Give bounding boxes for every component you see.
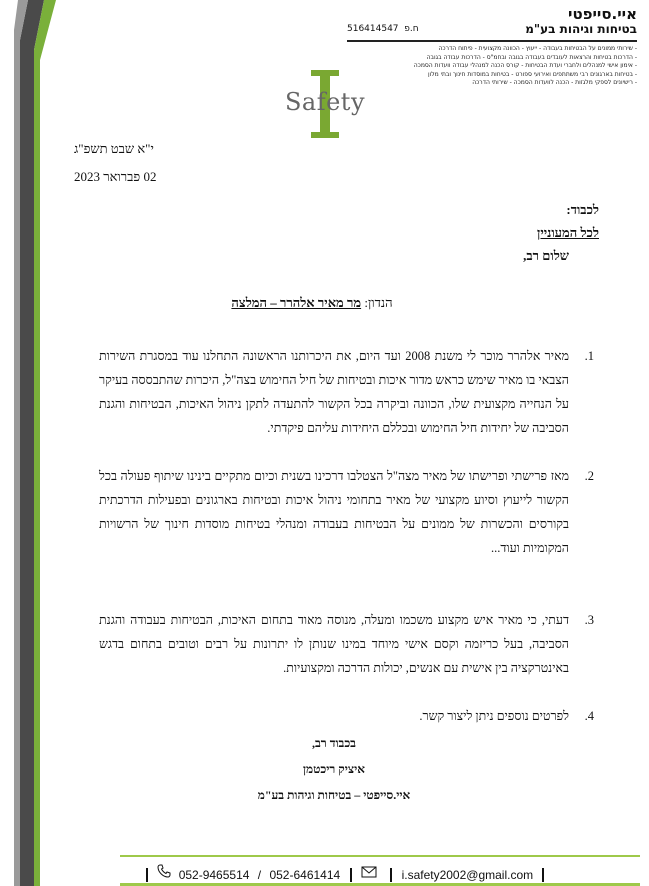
- subject-line: [60, 295, 564, 311]
- email-address[interactable]: i.safety2002@gmail.com: [401, 867, 534, 882]
- paragraph-text: מאז פרישתי ופרישתו של מאיר מצה"ל הצטלבו דרכינו בשנית וכיום מתקיים בינינו שיתוף פעולה בכל הקשור לייעוץ וסיוע מקצועי של מאיר בתחומי ניהול איכות ובטיחות בארגונים ובפעילות הדרכתית בקורסים והכשרות של ממונים על הבטיחות בעבודה ומנהלי בטיחות מוסדות חינוך של הרשויות המקומיות ועוד...: [99, 469, 569, 555]
- service-line: - אימון אישי למנהלים ולחברי ועדת הבטיחות - קורס הכנה למנהלי עבודה וועדות הסמכה: [413, 62, 637, 69]
- greeting: שלום רב,: [523, 248, 569, 263]
- recipient-block: [523, 198, 599, 267]
- gregorian-date: 02 פברואר 2023: [74, 169, 157, 184]
- paragraph: [99, 608, 594, 680]
- paragraph-number: 3.: [584, 613, 594, 627]
- reg-label: ח.פ: [404, 24, 419, 34]
- paragraph: [99, 464, 594, 560]
- contact-footer: [140, 864, 534, 882]
- subject-prefix: הנדון:: [361, 295, 393, 310]
- paragraph: [99, 704, 594, 728]
- service-line: - הדרכות בטיחות והרצאות לעובדים בעבודה בגובה ובחמ"ס - הדרכות עבודה בגובה: [426, 53, 637, 61]
- letter-date: [74, 135, 164, 191]
- logo-text: Safety: [284, 88, 366, 116]
- service-line: - רישיונים לספקי מלגזות - הכנה לוועדות הסמכה - שירותי הדרכה: [472, 79, 637, 86]
- paragraph-text: דעתי, כי מאיר איש מקצוע משכמו ומעלה, מנוסה מאוד בתחום האיכות, הבטיחות בעבודה והגנת הסביבה, בעל כריזמה וקסם אישי מיוחד במינו שנותן לו יתרונות על רבים וטובים בתחום בדגש באינטרקציה בין אישית עם אנשים, יכולות הדרכה ומקצועיות.: [99, 613, 569, 675]
- letter-body: [99, 344, 594, 728]
- services-list: [347, 45, 637, 88]
- phone-number-2[interactable]: 052-6461414: [269, 867, 341, 882]
- service-line: - שירותי ממונים על הבטיחות בעבודה - ייעוץ - הכוונה מקצועית - פיתוח הדרכה: [438, 45, 637, 52]
- phone-number-1[interactable]: 052-9465514: [178, 867, 250, 882]
- paragraph-number: 4.: [584, 709, 594, 723]
- paragraph-number: 1.: [584, 349, 594, 363]
- decorative-stripes: [0, 0, 60, 886]
- subject-title: מר מאיר אלהרר – המלצה: [231, 295, 362, 310]
- recipient-to: לכבוד:: [566, 202, 599, 217]
- reg-number: 516414547: [347, 24, 399, 34]
- footer-separator: [146, 868, 148, 882]
- signer-company: איי.סייפטי – בטיחות וגיהות בע"מ: [257, 788, 411, 802]
- phone-separator: /: [257, 867, 262, 882]
- footer-rule: [120, 855, 640, 857]
- header-rule: [347, 40, 637, 42]
- service-line: - בטיחות בארגונים רבי משתתפים ואירועי ספורט - בטיחות במוסדות חינוך ובתי מלון: [427, 70, 637, 78]
- paragraph-text: מאיר אלהרר מוכר לי משנת 2008 ועד היום, את היכרותנו הראשונה התחלנו עוד במסגרת השירות הצבאי בו מאיר שימש כראש מדור איכות ובטיחות של חיל החימוש בצה"ל, היכרות שהתבססה בעיקר על הנחייה מקצועית שלו, הכוונה וביקרה בכל הקשור להתעדה לתקן ניהול האיכות, הבטיחות והגנת הסביבה של יחידות חיל החימוש ובכללם היחידות עליהם פיקדתי.: [99, 349, 569, 435]
- company-registration: [347, 24, 419, 34]
- company-subtitle: בטיחות וגיהות בע"מ: [525, 22, 637, 36]
- letterhead: [347, 6, 637, 88]
- footer-separator: [350, 868, 352, 882]
- footer-separator: [542, 868, 544, 882]
- mail-icon: [361, 864, 377, 878]
- footer-separator: [390, 868, 392, 882]
- closing-regards: בכבוד רב,: [312, 736, 356, 750]
- paragraph-number: 2.: [584, 469, 594, 483]
- signature-block: [60, 730, 608, 808]
- safety-logo: [280, 70, 370, 142]
- hebrew-date: י"א שבט תשפ"ג: [74, 141, 154, 156]
- paragraph: [99, 344, 594, 440]
- recipient-name: לכל המעוניין: [537, 225, 599, 240]
- phone-icon: [157, 864, 171, 878]
- paragraph-text: לפרטים נוספים ניתן ליצור קשר.: [419, 709, 569, 723]
- company-name: איי.סייפטי: [568, 5, 637, 23]
- signer-name: איציק ריכטמן: [302, 762, 366, 776]
